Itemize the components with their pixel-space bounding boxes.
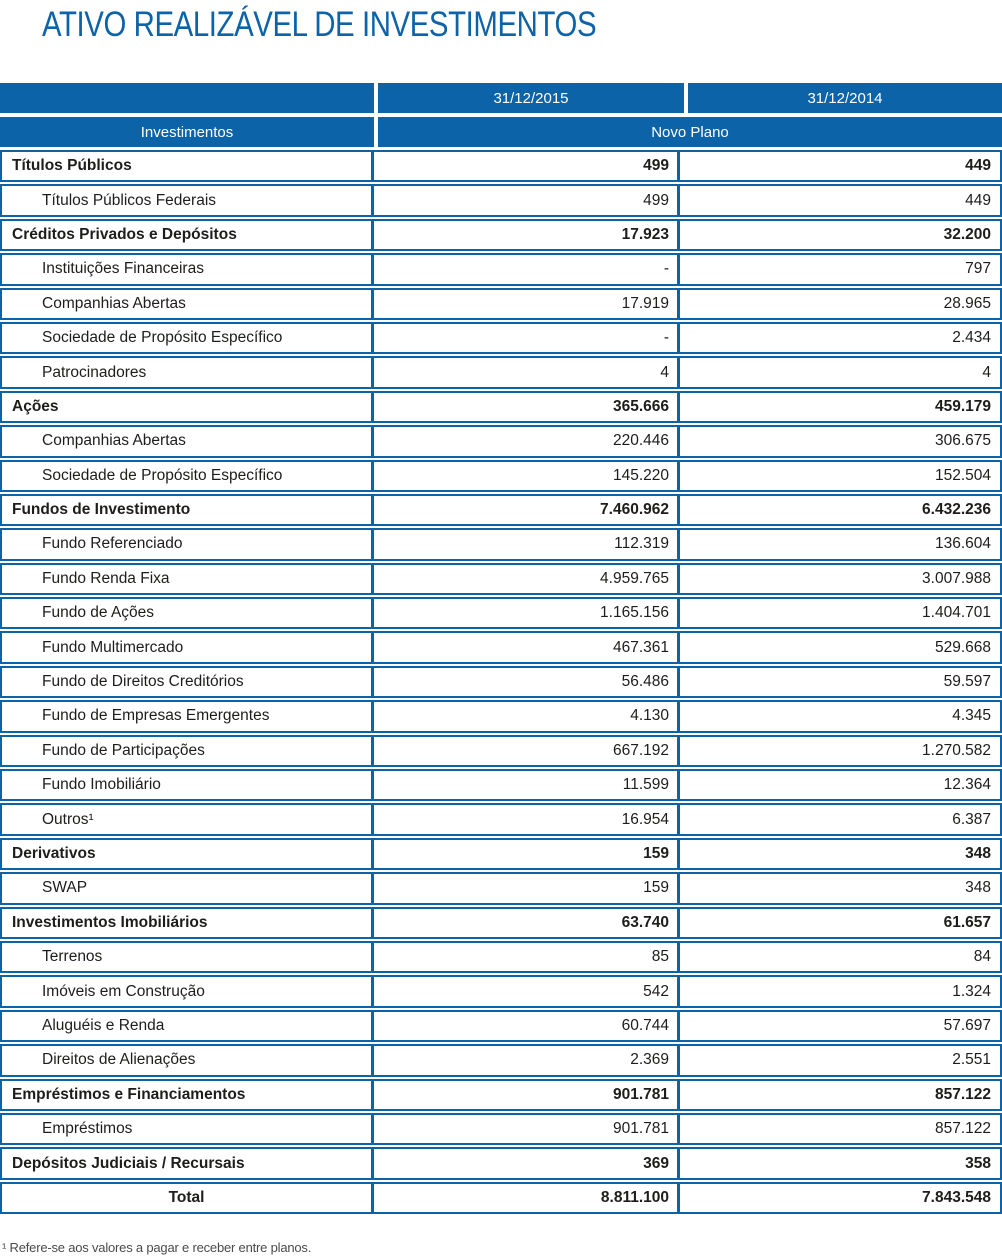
row-value-2015: 60.744 bbox=[374, 1012, 680, 1040]
header-date-2014: 31/12/2014 bbox=[688, 83, 1002, 113]
row-value-2014: 1.404.701 bbox=[922, 604, 991, 622]
row-value-2014: 12.364 bbox=[943, 776, 991, 794]
table-row bbox=[0, 975, 1002, 1007]
table-row bbox=[0, 735, 1002, 767]
row-value-2014: 1.270.582 bbox=[922, 741, 991, 759]
row-label: Fundo de Participações bbox=[2, 737, 374, 765]
table-row bbox=[0, 631, 1002, 663]
table-row bbox=[0, 563, 1002, 595]
table-row bbox=[0, 1010, 1002, 1042]
row-value-2014: 306.675 bbox=[934, 432, 991, 450]
row-label: Fundos de Investimento bbox=[2, 496, 374, 524]
row-label: Instituições Financeiras bbox=[2, 255, 374, 283]
row-value-2015: 901.781 bbox=[374, 1081, 680, 1109]
row-value-2014: 136.604 bbox=[934, 535, 991, 553]
table-row bbox=[0, 219, 1002, 251]
row-value-2014: 348 bbox=[965, 845, 991, 862]
table-row bbox=[0, 356, 1002, 388]
table-row bbox=[0, 288, 1002, 320]
row-value-2015: 63.740 bbox=[374, 909, 680, 937]
table-row bbox=[0, 907, 1002, 939]
row-value-2015: 8.811.100 bbox=[374, 1184, 680, 1212]
row-value-2015: 4.130 bbox=[374, 702, 680, 730]
row-label: Investimentos Imobiliários bbox=[2, 909, 374, 937]
row-value-2014: 857.122 bbox=[934, 1085, 991, 1103]
row-label: Total bbox=[2, 1184, 374, 1212]
row-value-2014: 459.179 bbox=[934, 397, 991, 415]
row-label: Títulos Públicos bbox=[2, 152, 374, 180]
table-row bbox=[0, 1044, 1002, 1076]
row-value-2015: 85 bbox=[374, 943, 680, 971]
header-date-2015: 31/12/2015 bbox=[378, 83, 684, 113]
table-row bbox=[0, 1113, 1002, 1145]
row-value-2015: 365.666 bbox=[374, 393, 680, 421]
row-label: Fundo de Empresas Emergentes bbox=[2, 702, 374, 730]
table-row bbox=[0, 1147, 1002, 1179]
row-label: Fundo de Ações bbox=[2, 599, 374, 627]
row-label: Fundo de Direitos Creditórios bbox=[2, 668, 374, 696]
row-value-2015: 112.319 bbox=[374, 530, 680, 558]
row-label: Companhias Abertas bbox=[2, 427, 374, 455]
row-label: Sociedade de Propósito Específico bbox=[2, 462, 374, 490]
row-label: Patrocinadores bbox=[2, 358, 374, 386]
row-label: Companhias Abertas bbox=[2, 290, 374, 318]
row-label: Derivativos bbox=[2, 840, 374, 868]
row-label: Imóveis em Construção bbox=[2, 977, 374, 1005]
row-label: Créditos Privados e Depósitos bbox=[2, 221, 374, 249]
row-value-2014: 152.504 bbox=[934, 466, 991, 484]
row-value-2015: 7.460.962 bbox=[374, 496, 680, 524]
row-value-2014: 3.007.988 bbox=[922, 569, 991, 587]
table-row bbox=[0, 872, 1002, 904]
row-value-2014: 1.324 bbox=[952, 982, 991, 1000]
row-value-2014: 84 bbox=[973, 948, 991, 966]
row-label: Depósitos Judiciais / Recursais bbox=[2, 1149, 374, 1177]
row-label: SWAP bbox=[2, 874, 374, 902]
row-value-2014: 857.122 bbox=[934, 1120, 991, 1138]
table-body bbox=[0, 150, 1002, 1214]
row-label: Direitos de Alienações bbox=[2, 1046, 374, 1074]
row-value-2015: 499 bbox=[374, 186, 680, 214]
row-value-2015: 159 bbox=[374, 874, 680, 902]
table-row bbox=[0, 150, 1002, 182]
table-row bbox=[0, 838, 1002, 870]
row-label: Fundo Referenciado bbox=[2, 530, 374, 558]
row-label: Fundo Renda Fixa bbox=[2, 565, 374, 593]
row-value-2014: 32.200 bbox=[943, 225, 991, 243]
row-label: Outros¹ bbox=[2, 805, 374, 833]
row-label: Sociedade de Propósito Específico bbox=[2, 324, 374, 352]
row-value-2015: 17.923 bbox=[374, 221, 680, 249]
row-label: Fundo Multimercado bbox=[2, 633, 374, 661]
row-value-2015: 369 bbox=[374, 1149, 680, 1177]
table-row bbox=[0, 460, 1002, 492]
table-row bbox=[0, 803, 1002, 835]
row-value-2015: 145.220 bbox=[374, 462, 680, 490]
row-value-2014: 6.387 bbox=[952, 810, 991, 828]
table-row bbox=[0, 322, 1002, 354]
row-label: Terrenos bbox=[2, 943, 374, 971]
investments-table bbox=[0, 83, 1002, 1214]
row-value-2014: 348 bbox=[965, 879, 991, 897]
row-label: Empréstimos e Financiamentos bbox=[2, 1081, 374, 1109]
row-value-2014: 59.597 bbox=[943, 673, 991, 691]
row-label: Aluguéis e Renda bbox=[2, 1012, 374, 1040]
row-value-2015: 11.599 bbox=[374, 771, 680, 799]
row-value-2014: 7.843.548 bbox=[922, 1188, 991, 1206]
row-value-2015: 901.781 bbox=[374, 1115, 680, 1143]
row-value-2015: 1.165.156 bbox=[374, 599, 680, 627]
row-value-2015: 17.919 bbox=[374, 290, 680, 318]
row-value-2015: 542 bbox=[374, 977, 680, 1005]
table-header-dates-row bbox=[0, 83, 1002, 113]
row-value-2014: 529.668 bbox=[934, 638, 991, 656]
row-value-2014: 28.965 bbox=[943, 294, 991, 312]
row-value-2015: 467.361 bbox=[374, 633, 680, 661]
table-row bbox=[0, 666, 1002, 698]
row-value-2015: - bbox=[374, 324, 680, 352]
row-label: Fundo Imobiliário bbox=[2, 771, 374, 799]
table-header-titles-row bbox=[0, 117, 1002, 147]
header-novo-plano: Novo Plano bbox=[378, 117, 1002, 147]
table-row bbox=[0, 494, 1002, 526]
table-row bbox=[0, 700, 1002, 732]
row-value-2014: 797 bbox=[965, 260, 991, 278]
row-value-2014: 358 bbox=[965, 1154, 991, 1172]
row-value-2014: 2.434 bbox=[952, 329, 991, 347]
table-row bbox=[0, 528, 1002, 560]
table-row bbox=[0, 391, 1002, 423]
row-value-2015: 4 bbox=[374, 358, 680, 386]
row-value-2014: 449 bbox=[965, 191, 991, 209]
row-label: Ações bbox=[2, 393, 374, 421]
page-title: ATIVO REALIZÁVEL DE INVESTIMENTOS bbox=[42, 5, 597, 44]
row-value-2015: 2.369 bbox=[374, 1046, 680, 1074]
row-label: Empréstimos bbox=[2, 1115, 374, 1143]
row-value-2015: - bbox=[374, 255, 680, 283]
row-value-2015: 220.446 bbox=[374, 427, 680, 455]
header-investimentos: Investimentos bbox=[0, 117, 374, 147]
row-value-2015: 667.192 bbox=[374, 737, 680, 765]
table-row bbox=[0, 941, 1002, 973]
row-value-2014: 61.657 bbox=[943, 913, 991, 931]
table-row bbox=[0, 425, 1002, 457]
header-empty-cell bbox=[0, 83, 374, 113]
row-value-2014: 449 bbox=[965, 157, 991, 175]
row-value-2015: 56.486 bbox=[374, 668, 680, 696]
row-value-2014: 6.432.236 bbox=[922, 501, 991, 519]
table-row bbox=[0, 597, 1002, 629]
table-row bbox=[0, 253, 1002, 285]
row-value-2014: 2.551 bbox=[952, 1051, 991, 1069]
row-value-2015: 4.959.765 bbox=[374, 565, 680, 593]
footnote: ¹ Refere-se aos valores a pagar e receber entre planos. bbox=[2, 1240, 312, 1256]
row-value-2014: 4 bbox=[982, 363, 991, 381]
row-value-2015: 16.954 bbox=[374, 805, 680, 833]
row-value-2015: 499 bbox=[374, 152, 680, 180]
table-row bbox=[0, 769, 1002, 801]
table-row bbox=[0, 184, 1002, 216]
row-value-2014: 57.697 bbox=[943, 1016, 991, 1034]
row-label: Títulos Públicos Federais bbox=[2, 186, 374, 214]
row-value-2015: 159 bbox=[374, 840, 680, 868]
table-row bbox=[0, 1079, 1002, 1111]
row-value-2014: 4.345 bbox=[952, 707, 991, 725]
table-row bbox=[0, 1182, 1002, 1214]
